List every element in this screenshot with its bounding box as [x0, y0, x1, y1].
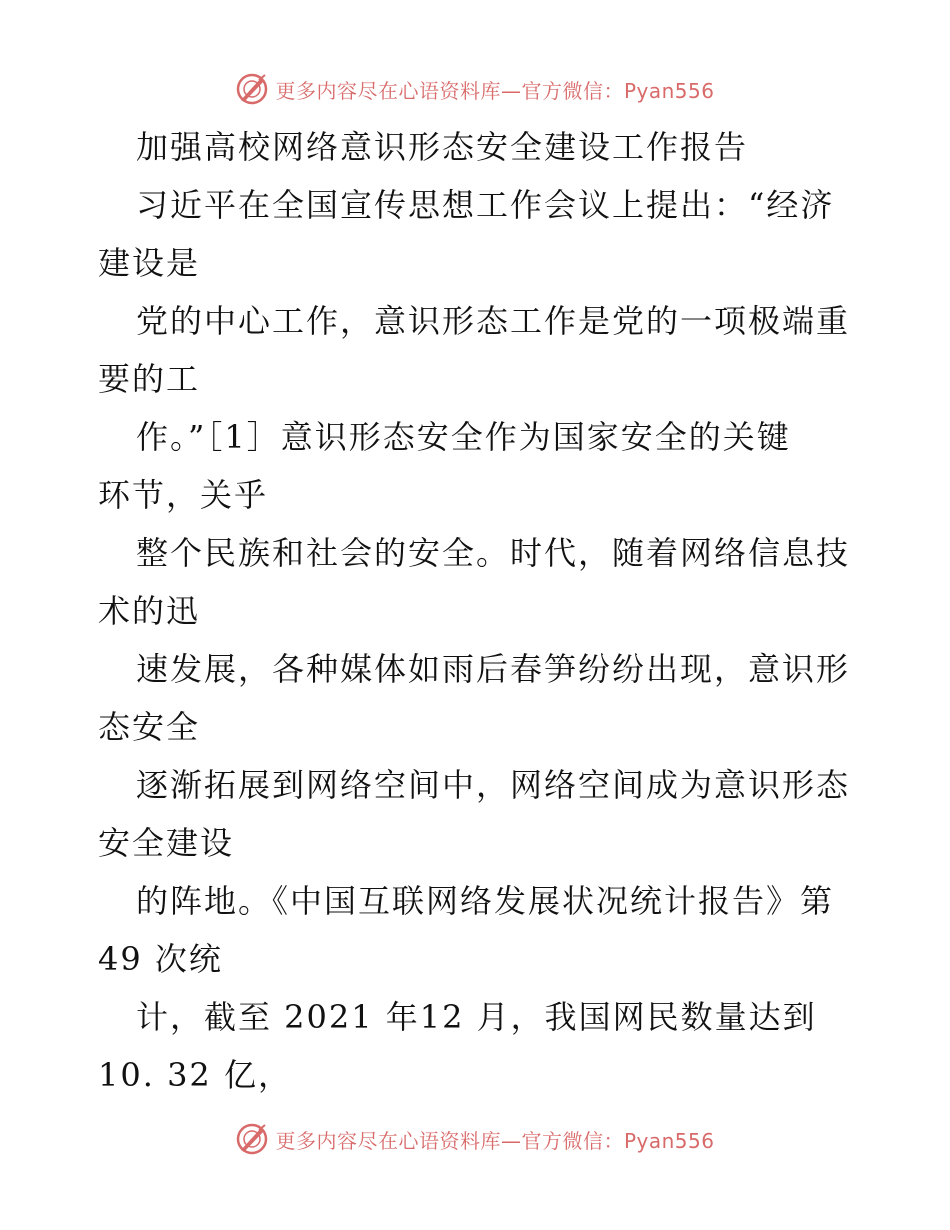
watermark-footer [0, 1122, 950, 1156]
watermark-text: 更多内容尽在心语资料库—官方微信：Pyan556 [275, 1128, 715, 1153]
text-line: 速发展，各种媒体如雨后春笋纷纷出现，意识形 [136, 650, 851, 688]
text-line: 要的工 [98, 360, 201, 398]
text-line: 加强高校网络意识形态安全建设工作报告 [136, 128, 749, 166]
text-line: 术的迅 [98, 592, 201, 630]
document-body [98, 118, 878, 1104]
text-line: 态安全 [98, 708, 201, 746]
text-line: 的阵地。《中国互联网络发展状况统计报告》第 [136, 882, 835, 920]
watermark-header [0, 72, 950, 106]
text-line: 作。”［1］意识形态安全作为国家安全的关键 [136, 418, 791, 456]
text-line: 逐渐拓展到网络空间中，网络空间成为意识形态 [136, 766, 851, 804]
text-line: 习近平在全国宣传思想工作会议上提出：“经济 [136, 186, 835, 224]
quill-seal-icon [235, 72, 269, 106]
text-line: 党的中心工作，意识形态工作是党的一项极端重 [136, 302, 851, 340]
text-line: 安全建设 [98, 824, 235, 862]
text-line: 49 次统 [98, 940, 223, 978]
text-line: 环节，关乎 [98, 476, 269, 514]
text-line: 计，截至 2021 年12 月，我国网民数量达到 [136, 998, 817, 1036]
watermark-text: 更多内容尽在心语资料库—官方微信：Pyan556 [275, 78, 715, 103]
quill-seal-icon [235, 1122, 269, 1156]
text-line: 整个民族和社会的安全。时代，随着网络信息技 [136, 534, 851, 572]
text-line: 10. 32 亿， [98, 1056, 292, 1094]
text-line: 建设是 [98, 244, 201, 282]
